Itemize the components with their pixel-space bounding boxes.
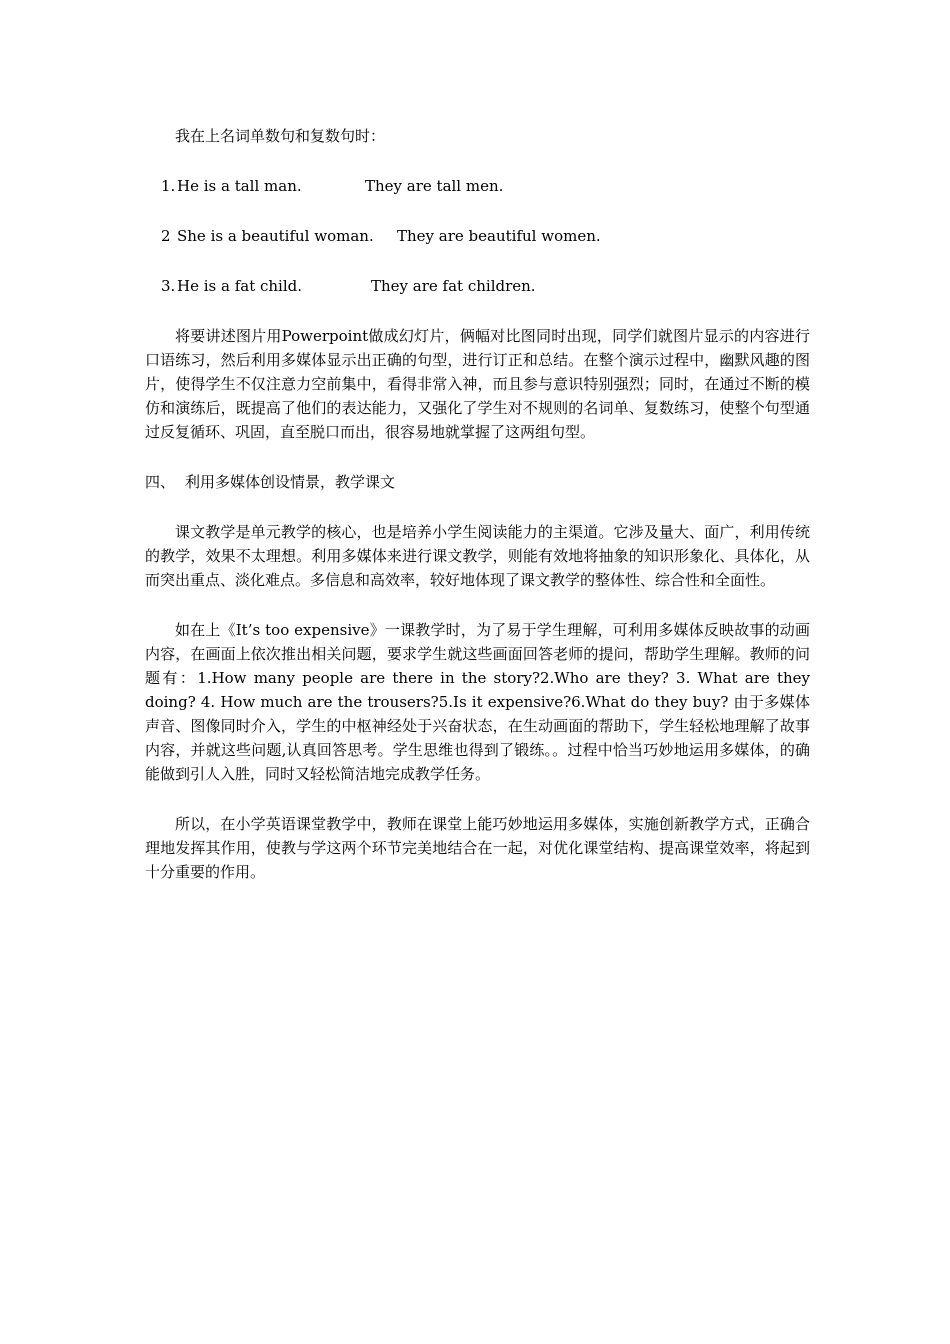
section-number: 四、 (145, 473, 176, 491)
singular-sentence: He is a tall man. (177, 177, 302, 195)
example-sentence-pair (145, 174, 810, 198)
section-heading (145, 470, 810, 494)
plural-sentence: They are beautiful women. (397, 227, 601, 245)
text-teaching-paragraph: 课文教学是单元教学的核心，也是培养小学生阅读能力的主渠道。它涉及量大、面广，利用传统的教学，效果不太理想。利用多媒体来进行课文教学，则能有效地将抽象的知识形象化、具体化，从而突出重点、淡化难点。多信息和高效率，较好地体现了课文教学的整体性、综合性和全面性。 (145, 523, 810, 589)
lesson-example-paragraph: 如在上《It’s too expensive》一课教学时，为了易于学生理解，可利用多媒体反映故事的动画内容，在画面上依次推出相关问题，要求学生就这些画面回答老师的提问，帮助学生理解。教师的问题有：1.How many people are there in the story?2.Who are they? 3. What are they doing? 4. How much are the trousers?5.Is it expensive?6.What do they buy? 由于多媒体声音、图像同时介入，学生的中枢神经处于兴奋状态，在生动画面的帮助下，学生轻松地理解了故事内容，并就这些问题,认真回答思考。学生思维也得到了锻练。。过程中恰当巧妙地运用多媒体，的确能做到引人入胜，同时又轻松简洁地完成教学任务。 (145, 621, 810, 783)
plural-sentence: They are tall men. (365, 177, 504, 195)
example-sentence-pair (145, 224, 810, 248)
singular-sentence: She is a beautiful woman. (177, 227, 374, 245)
example-number: 3. (161, 277, 176, 295)
example-sentence-pair (145, 274, 810, 298)
powerpoint-paragraph: 将要讲述图片用Powerpoint做成幻灯片，俩幅对比图同时出现，同学们就图片显示的内容进行口语练习，然后利用多媒体显示出正确的句型，进行订正和总结。在整个演示过程中，幽默风趣的图片，使得学生不仅注意力空前集中，看得非常入神，而且参与意识特别强烈；同时，在通过不断的模仿和演练后，既提高了他们的表达能力，又强化了学生对不规则的名词单、复数练习，使整个句型通过反复循环、巩固，直至脱口而出，很容易地就掌握了这两组句型。 (145, 327, 810, 441)
example-number: 1. (161, 177, 176, 195)
document-body (145, 124, 810, 910)
plural-sentence: They are fat children. (371, 277, 536, 295)
example-number: 2 (161, 227, 171, 245)
singular-sentence: He is a fat child. (177, 277, 303, 295)
conclusion-paragraph: 所以，在小学英语课堂教学中，教师在课堂上能巧妙地运用多媒体，实施创新教学方式，正确合理地发挥其作用，使教与学这两个环节完美地结合在一起，对优化课堂结构、提高课堂效率，将起到十分重要的作用。 (145, 815, 810, 881)
intro-paragraph: 我在上名词单数句和复数句时： (175, 127, 386, 145)
section-title: 利用多媒体创设情景，教学课文 (185, 473, 396, 491)
